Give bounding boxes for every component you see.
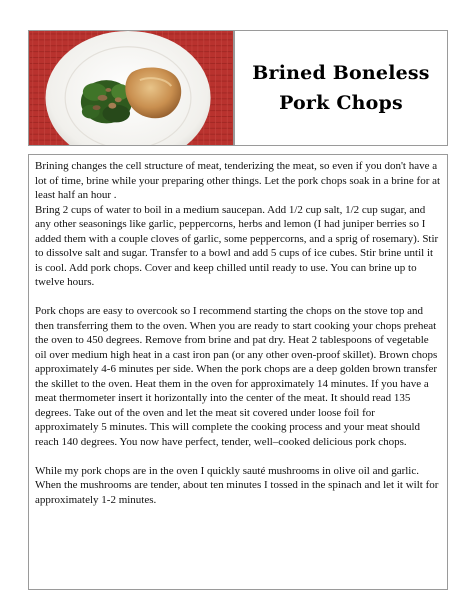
spinach-shape	[81, 80, 132, 123]
recipe-body	[28, 154, 448, 590]
title-line-2: Pork Chops	[279, 92, 403, 114]
recipe-photo	[28, 30, 234, 146]
brine-paragraph: Bring 2 cups of water to boil in a medium saucepan. Add 1/2 cup salt, 1/2 cup sugar, and any other seasonings like garlic, peppercorns, herbs and lemon (I had juniper berries so I added them with a couple cloves of garlic, some peppercorns, and a sprig of rosemary). Stir to dissolve salt and sugar. Transfer to a bowl and add 5 cups of ice cubes. Stir brine until it is cool. Add pork chops. Cover and keep chilled until ready to use. You can brine up to twelve hours.	[35, 203, 439, 288]
cooking-paragraph: Pork chops are easy to overcook so I recommend starting the chops on the stove top and then transferring them to the oven. When you are ready to start cooking your chops preheat the oven to 450 degrees. Remove from brine and pat dry. Heat 2 tablespoons of vegetable oil over medium high heat in a cast iron pan (or any other oven-proof skillet). Brown chops approximately 4-6 minutes per side. When the pork chops are a deep golden brown transfer the skillet to the oven. Heat them in the oven for approximately 14 minutes. If you have a meat thermometer insert it horizontally into the center of the meat. It should read 135 degrees. Take out of the oven and let the meat sit covered under loose foil for approximately 5 minutes. This will complete the cooking process and your meat should reach 140 degrees. You now have perfect, tender, well–cooked delicious pork chops.	[35, 305, 438, 448]
title-line-1: Brined Boneless	[252, 62, 430, 84]
recipe-title	[234, 30, 448, 146]
intro-paragraph: Brining changes the cell structure of meat, tenderizing the meat, so even if you don't have a lot of time, brine while your preparing other things. Let the pork chops soak in a brine for at least half an hour .	[35, 160, 441, 201]
pork-chop-plate-photo	[29, 31, 233, 145]
mushroom-paragraph: While my pork chops are in the oven I quickly sauté mushrooms in olive oil and garlic. When the mushrooms are tender, about ten minutes I tossed in the spinach and let it wilt for approximately 1-2 minutes.	[35, 464, 439, 506]
